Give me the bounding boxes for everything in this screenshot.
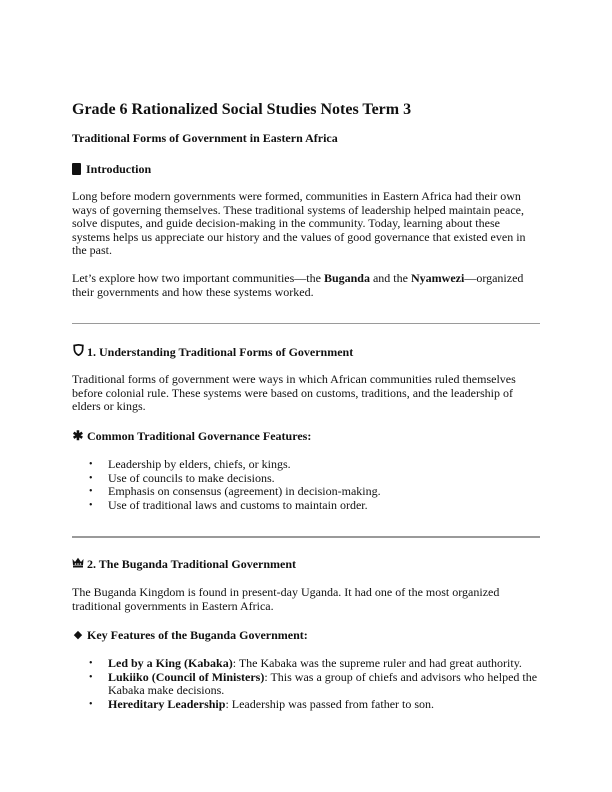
horizontal-rule — [72, 323, 540, 324]
bullet-icon: • — [89, 671, 93, 683]
feature-term: Led by a King (Kabaka) — [108, 656, 233, 670]
text-line: traditional governments in Eastern Africa. — [72, 598, 274, 613]
text-line: ways of governing themselves. These traditional systems of leadership helped maintain peace, — [72, 202, 524, 217]
feature-description-continuation: Kabaka make decisions. — [108, 683, 225, 698]
list-item-text: Use of traditional laws and customs to maintain order. — [108, 497, 368, 512]
text-run: —organized — [464, 271, 524, 285]
book-icon — [72, 163, 81, 175]
list-item — [72, 698, 537, 712]
crown-icon — [72, 557, 84, 571]
bullet-icon: • — [89, 698, 93, 710]
text-line: the past. — [72, 243, 112, 258]
text-run: Let’s explore how two important communities—the — [72, 271, 324, 285]
feature-term: Lukiiko (Council of Ministers) — [108, 669, 265, 684]
section-2-paragraph — [72, 586, 542, 613]
feature-description: : This was a group of chiefs and advisors who helped the — [264, 669, 538, 684]
section-2-heading-text: 2. The Buganda Traditional Government — [87, 557, 297, 571]
key-features-heading — [72, 628, 308, 642]
list-item — [72, 657, 537, 671]
key-features-heading-text: Key Features of the Buganda Government: — [87, 628, 308, 642]
text-run: and the — [369, 271, 411, 285]
introduction-heading-text: Introduction — [86, 162, 152, 176]
section-2-heading — [72, 557, 296, 571]
text-line: elders or kings. — [72, 399, 146, 414]
introduction-heading — [72, 162, 151, 176]
text-line: solve disputes, and guide decision-making in the community. Today, learning about these — [72, 216, 500, 231]
section-1-paragraph — [72, 373, 542, 414]
text-line: their governments and how these systems worked. — [72, 284, 314, 299]
feature-description: : The Kabaka was the supreme ruler and had great authority. — [232, 656, 522, 670]
introduction-paragraph-2 — [72, 272, 542, 299]
document-title: Grade 6 Rationalized Social Studies Notes Term 3 — [72, 101, 412, 118]
list-item-text: Leadership by elders, chiefs, or kings. — [108, 457, 291, 471]
horizontal-rule — [72, 536, 540, 538]
key-features-list — [72, 657, 537, 711]
text-line: The Buganda Kingdom is found in present-day Uganda. It had one of the most organized — [72, 585, 500, 599]
text-line: before colonial rule. These systems were based on customs, traditions, and the leadership of — [72, 385, 513, 400]
bullet-icon: • — [89, 459, 93, 470]
shield-icon — [72, 344, 84, 359]
bullet-icon: • — [89, 486, 93, 498]
bullet-icon: • — [89, 472, 93, 484]
section-1-heading-text: 1. Understanding Traditional Forms of Government — [87, 344, 354, 359]
list-item — [72, 671, 537, 698]
common-features-heading-text: Common Traditional Governance Features: — [87, 429, 312, 443]
common-features-list — [72, 458, 381, 512]
asterisk-icon: ✱ — [72, 428, 84, 443]
document-subtitle: Traditional Forms of Government in Eastern Africa — [72, 131, 338, 145]
feature-term: Hereditary Leadership — [108, 696, 226, 711]
text-line: systems helps us appreciate our history and the values of good governance that existed even in — [72, 229, 526, 244]
diamond-icon: ◆ — [73, 629, 83, 641]
list-item — [72, 499, 381, 513]
nyamwezi-emphasis: Nyamwezi — [410, 271, 465, 285]
introduction-paragraph-1 — [72, 190, 542, 258]
list-item — [72, 485, 381, 499]
feature-description: : Leadership was passed from father to son. — [225, 696, 435, 711]
list-item-text: Use of councils to make decisions. — [108, 470, 275, 485]
text-line — [72, 272, 542, 286]
section-1-heading — [72, 344, 353, 359]
list-item-text: Emphasis on consensus (agreement) in decision-making. — [108, 484, 381, 499]
text-line: Long before modern governments were formed, communities in Eastern Africa had their own — [72, 189, 521, 203]
common-features-heading — [72, 429, 311, 443]
buganda-emphasis: Buganda — [323, 271, 370, 285]
text-line: Traditional forms of government were ways in which African communities ruled themselves — [72, 372, 516, 386]
bullet-icon: • — [89, 499, 93, 511]
list-item — [72, 458, 381, 472]
bullet-icon: • — [89, 658, 93, 669]
list-item — [72, 472, 381, 486]
